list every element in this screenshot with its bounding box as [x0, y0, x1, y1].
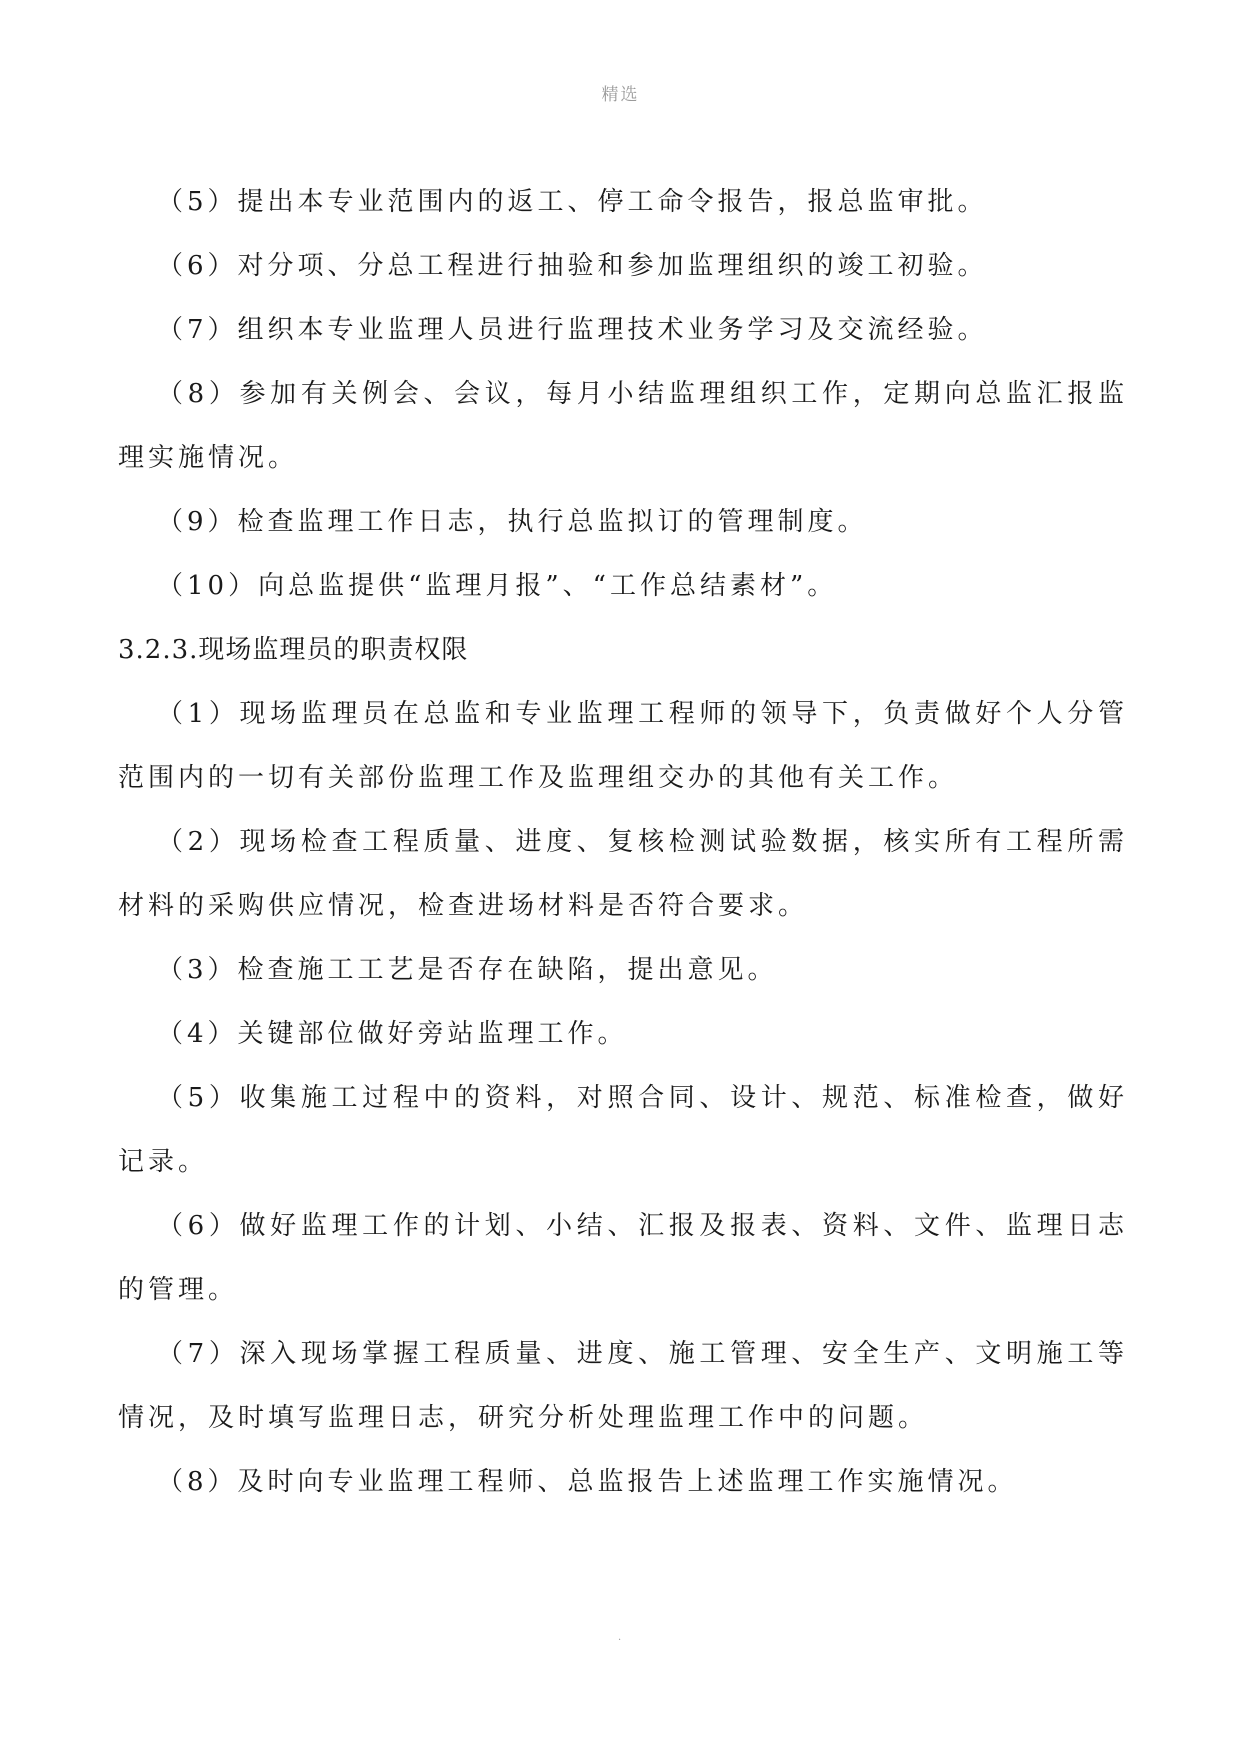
- page-header-label: 精选: [601, 85, 640, 105]
- paragraph-inspector-8: （8）及时向专业监理工程师、总监报告上述监理工作实施情况。: [157, 1467, 1018, 1497]
- paragraph-inspector-4: （4）关键部位做好旁站监理工作。: [157, 1019, 628, 1049]
- paragraph-inspector-1: （1）现场监理员在总监和专业监理工程师的领导下，负责做好个人分管范围内的一切有关部份监理工作及监理组交办的其他有关工作。: [118, 699, 1128, 793]
- paragraph-duty-8: （8）参加有关例会、会议，每月小结监理组织工作，定期向总监汇报监理实施情况。: [118, 379, 1128, 473]
- paragraph-duty-9: （9）检查监理工作日志，执行总监拟订的管理制度。: [157, 507, 868, 537]
- paragraph-inspector-5: （5）收集施工过程中的资料，对照合同、设计、规范、标准检查，做好记录。: [118, 1083, 1128, 1177]
- paragraph-duty-7: （7）组织本专业监理人员进行监理技术业务学习及交流经验。: [157, 315, 988, 345]
- paragraph-inspector-2: （2）现场检查工程质量、进度、复核检测试验数据，核实所有工程所需材料的采购供应情况，检查进场材料是否符合要求。: [118, 827, 1128, 921]
- paragraph-duty-6: （6）对分项、分总工程进行抽验和参加监理组织的竣工初验。: [157, 251, 988, 281]
- paragraph-inspector-7: （7）深入现场掌握工程质量、进度、施工管理、安全生产、文明施工等情况，及时填写监理日志，研究分析处理监理工作中的问题。: [118, 1339, 1128, 1433]
- section-heading: 3.2.3.现场监理员的职责权限: [118, 635, 469, 665]
- document-body: [118, 170, 1128, 1514]
- paragraph-duty-5: （5）提出本专业范围内的返工、停工命令报告，报总监审批。: [157, 187, 988, 217]
- paragraph-duty-10: （10）向总监提供“监理月报”、“工作总结素材”。: [157, 571, 838, 601]
- footer-mark: .: [618, 1632, 622, 1643]
- paragraph-inspector-6: （6）做好监理工作的计划、小结、汇报及报表、资料、文件、监理日志的管理。: [118, 1211, 1128, 1305]
- paragraph-inspector-3: （3）检查施工工艺是否存在缺陷，提出意见。: [157, 955, 778, 985]
